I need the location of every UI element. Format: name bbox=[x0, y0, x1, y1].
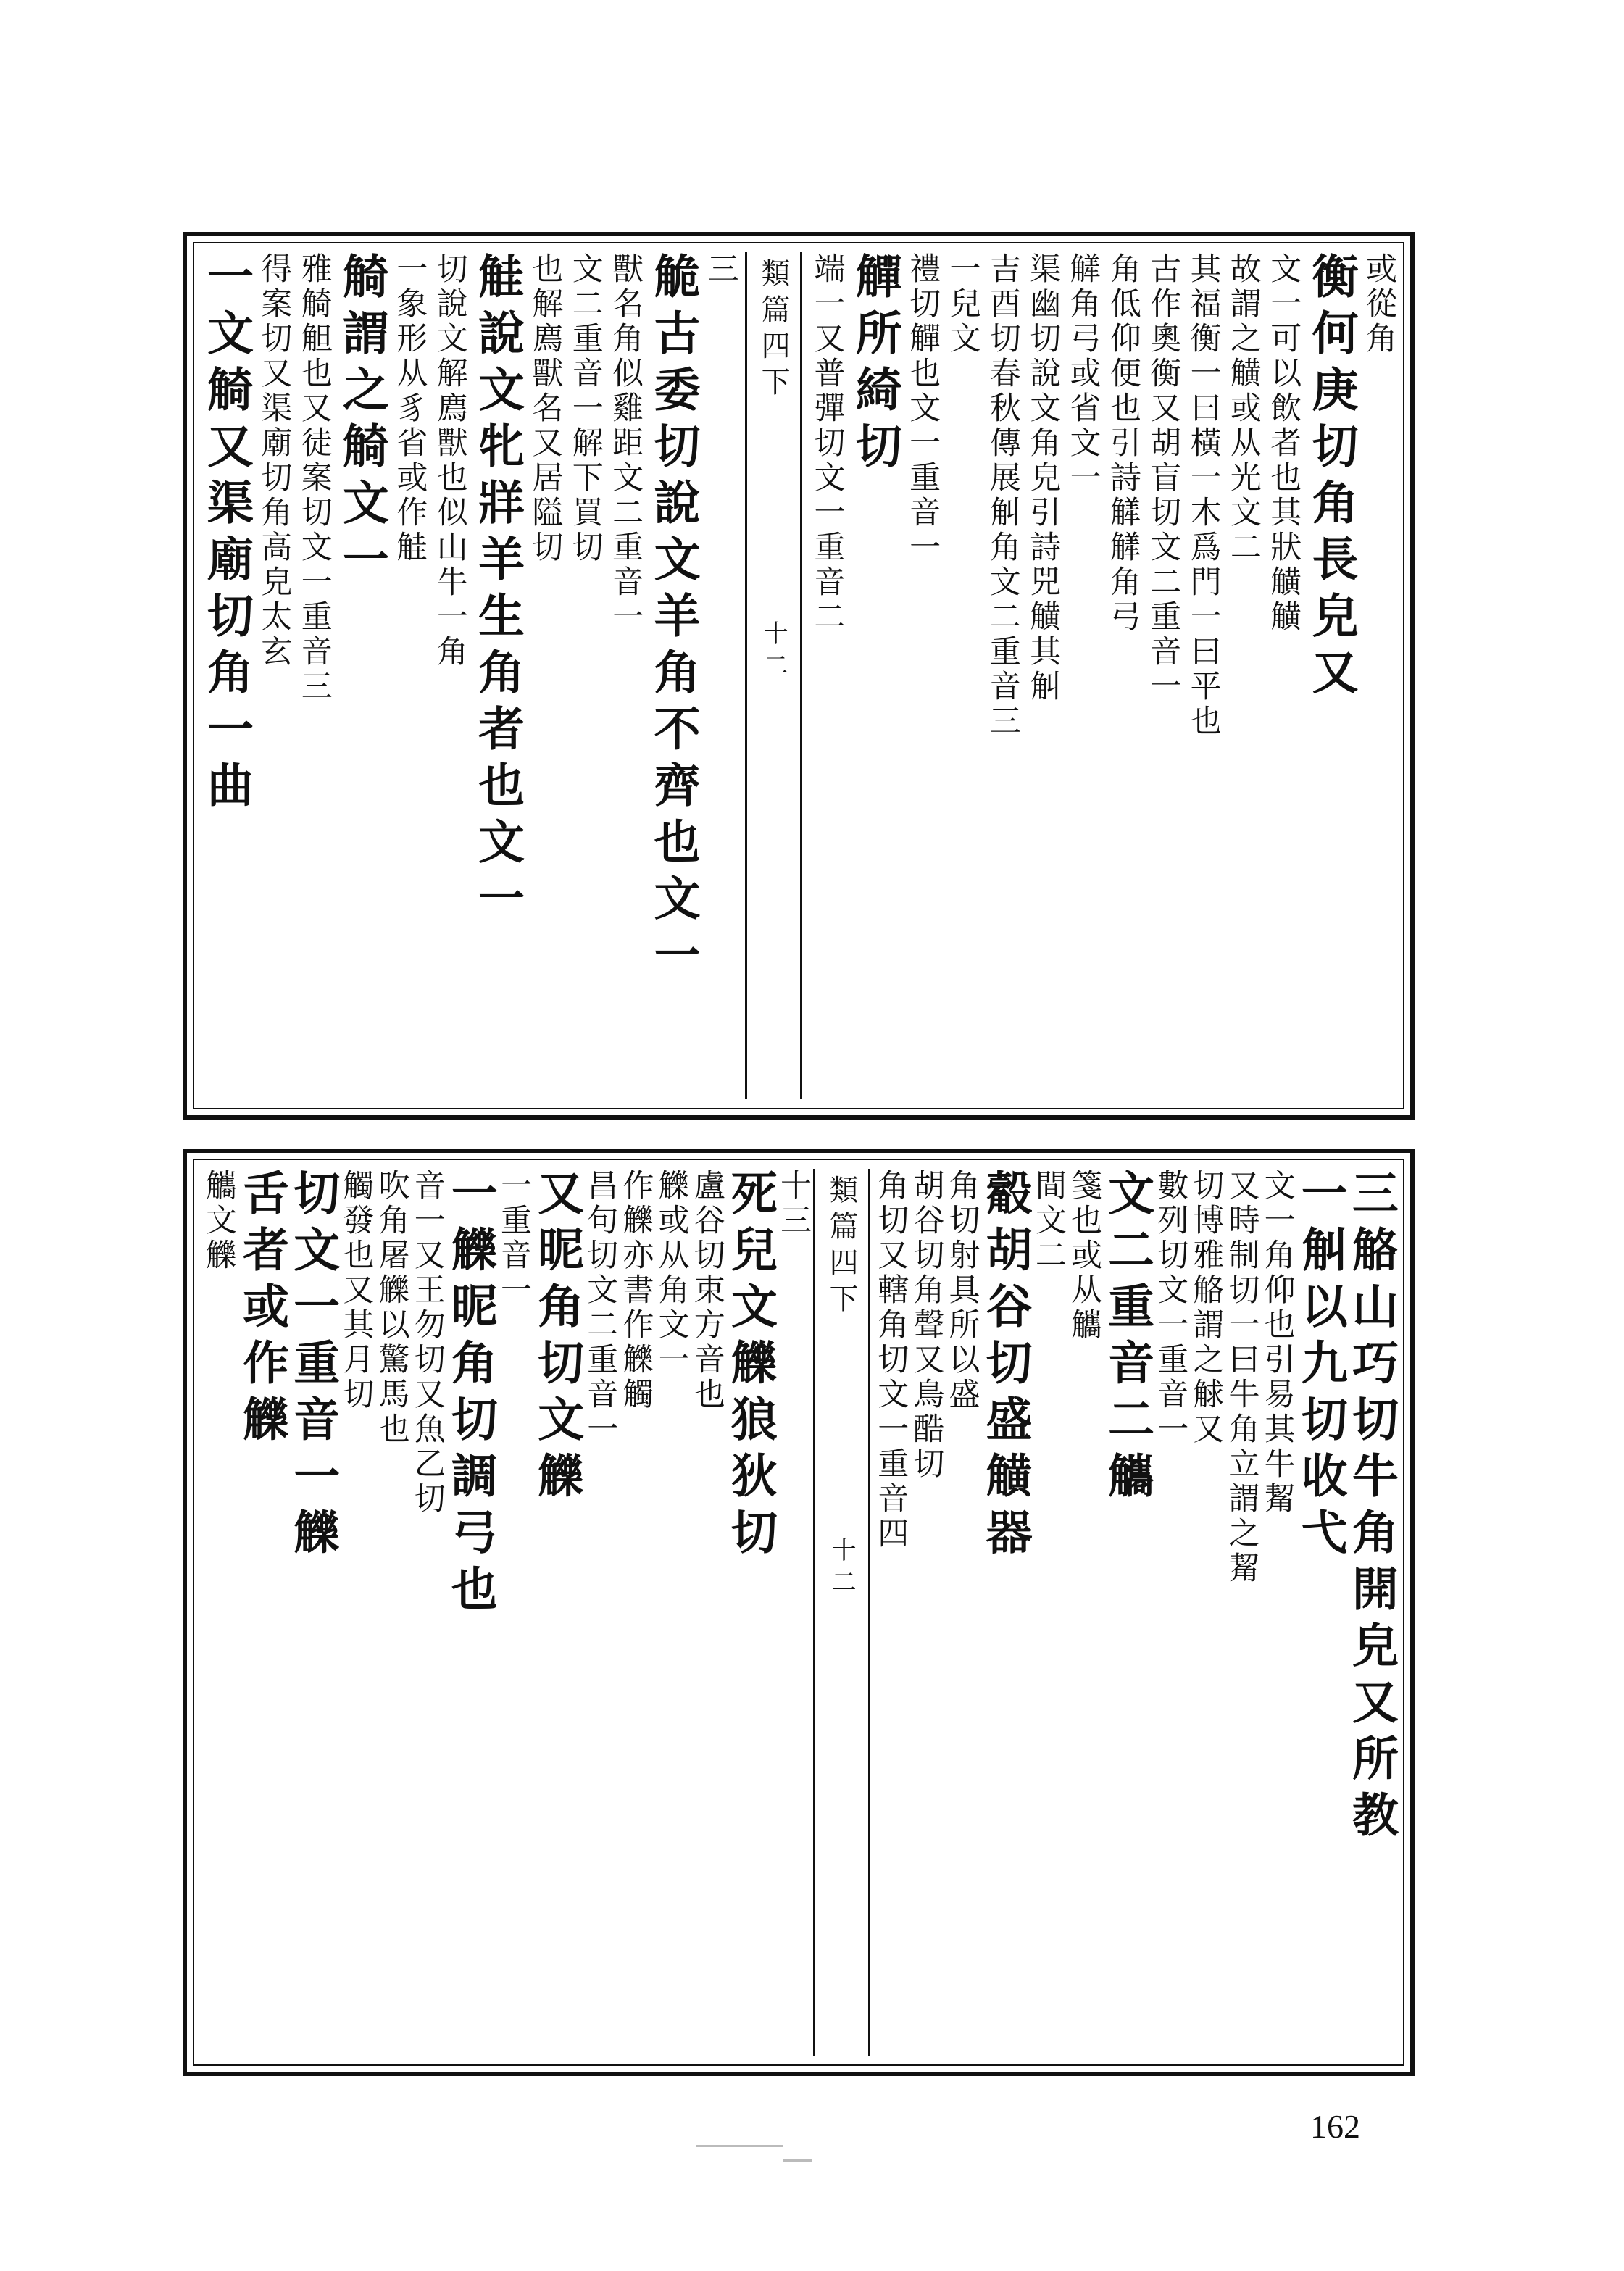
scan-speck bbox=[783, 2159, 812, 2162]
headword-column: 舌者或作觻 bbox=[235, 1169, 290, 1451]
headword-column: 觳胡谷切盛觵器 bbox=[978, 1169, 1033, 1564]
text-column: 獸名角似雞距文二重音一 bbox=[607, 252, 644, 635]
headword-column: 一觓以九切收弋 bbox=[1293, 1169, 1348, 1564]
text-column: 角低仰便也引詩觲觲角弓 bbox=[1104, 252, 1141, 635]
text-column: 古作奧衡又胡盲切文二重音一 bbox=[1145, 252, 1182, 704]
headword-column: 觟說文牝牂羊生角者也文一 bbox=[470, 252, 525, 930]
text-column: 數列切文一重音一 bbox=[1152, 1169, 1189, 1447]
headword-column: 一觻昵角切調弓也 bbox=[443, 1169, 498, 1621]
gutter-label: 類篇四下 bbox=[757, 258, 791, 403]
page-number: 162 bbox=[1310, 2108, 1360, 2145]
gutter-folio: 十二 bbox=[759, 620, 788, 684]
headword-column: 文二重音二觿 bbox=[1100, 1169, 1155, 1508]
top-page-frame bbox=[183, 232, 1415, 1120]
text-column: 一重音一 bbox=[495, 1169, 532, 1308]
text-column: 箋也或从觿 bbox=[1065, 1169, 1102, 1343]
headword-column: 觭謂之觭文一 bbox=[335, 252, 390, 591]
text-column: 觸發也又其月切 bbox=[338, 1169, 375, 1412]
text-column: 盧谷切束方音也 bbox=[688, 1169, 725, 1412]
text-column: 作觻亦書作觻觸 bbox=[617, 1169, 654, 1412]
text-column: 端一又普彈切文一重音二 bbox=[809, 252, 846, 635]
text-column: 文一角仰也引易其牛觢 bbox=[1259, 1169, 1296, 1517]
bottom-page-columns bbox=[201, 1169, 1399, 2056]
text-column: 一象形从豸省或作觟 bbox=[391, 252, 428, 565]
text-column: 一兒文 bbox=[944, 252, 981, 357]
text-column: 或從角 bbox=[1360, 252, 1397, 357]
text-column: 三 bbox=[702, 252, 739, 287]
text-column: 間文二 bbox=[1030, 1169, 1067, 1273]
text-column: 觻或从角文一 bbox=[653, 1169, 690, 1378]
text-column: 音一又王勿切又魚乙切 bbox=[409, 1169, 446, 1517]
text-column: 得案切又渠廟切角高皃太玄 bbox=[256, 252, 293, 670]
page-gutter bbox=[745, 252, 802, 1099]
text-column: 雅觭觛也又徒案切文一重音三 bbox=[296, 252, 333, 704]
top-page-columns bbox=[199, 252, 1397, 1099]
headword-column: 觶所綺切 bbox=[847, 252, 902, 478]
headword-column: 切文一重音一觻 bbox=[286, 1169, 341, 1564]
headword-column: 又昵角切文觻 bbox=[530, 1169, 585, 1508]
text-column: 切博雅觡謂之觩又 bbox=[1188, 1169, 1225, 1447]
headword-column: 觤古委切說文羊角不齊也文一 bbox=[646, 252, 701, 987]
text-column: 角切又轄角切文一重音四 bbox=[873, 1169, 909, 1551]
gutter-label: 類篇四下 bbox=[825, 1175, 859, 1320]
text-column: 又時制切一曰牛角立謂之觢 bbox=[1223, 1169, 1260, 1586]
text-column: 十三 bbox=[775, 1169, 812, 1238]
text-column: 吹角屠觻以驚馬也 bbox=[373, 1169, 410, 1447]
text-column: 也解廌獸名又居隘切 bbox=[527, 252, 564, 565]
headword-column: 死兒文觻狼狄切 bbox=[723, 1169, 778, 1564]
text-column: 切說文解廌獸也似山牛一角 bbox=[431, 252, 468, 670]
text-column: 禮切觶也文一重音一 bbox=[904, 252, 941, 565]
text-column: 觲角弓或省文一 bbox=[1065, 252, 1102, 496]
headword-column: 一文觭又渠廟切角一曲 bbox=[199, 252, 254, 817]
text-column: 觿文觻 bbox=[201, 1169, 237, 1273]
text-column: 其福衡一曰橫一木爲門一曰平也 bbox=[1185, 252, 1222, 739]
text-column: 昌句切文二重音一 bbox=[582, 1169, 619, 1447]
headword-column: 衡何庚切角長皃又 bbox=[1304, 252, 1359, 704]
text-column: 文二重音一解下買切 bbox=[567, 252, 604, 565]
page-gutter bbox=[813, 1169, 870, 2056]
text-column: 文一可以飲者也其狀觵觵 bbox=[1265, 252, 1302, 635]
scan-speck bbox=[696, 2145, 783, 2147]
text-column: 渠幽切說文角皃引詩兕觵其觓 bbox=[1025, 252, 1062, 704]
gutter-folio: 十二 bbox=[827, 1537, 857, 1601]
text-column: 角切射具所以盛 bbox=[944, 1169, 980, 1412]
bottom-page-frame bbox=[183, 1149, 1415, 2076]
text-column: 故謂之觵或从光文二 bbox=[1225, 252, 1262, 565]
text-column: 吉酉切春秋傳展觓角文二重音三 bbox=[984, 252, 1021, 739]
text-column: 胡谷切角聲又鳥酷切 bbox=[908, 1169, 945, 1482]
headword-column: 三觡山巧切牛角開皃又所教 bbox=[1344, 1169, 1399, 1847]
